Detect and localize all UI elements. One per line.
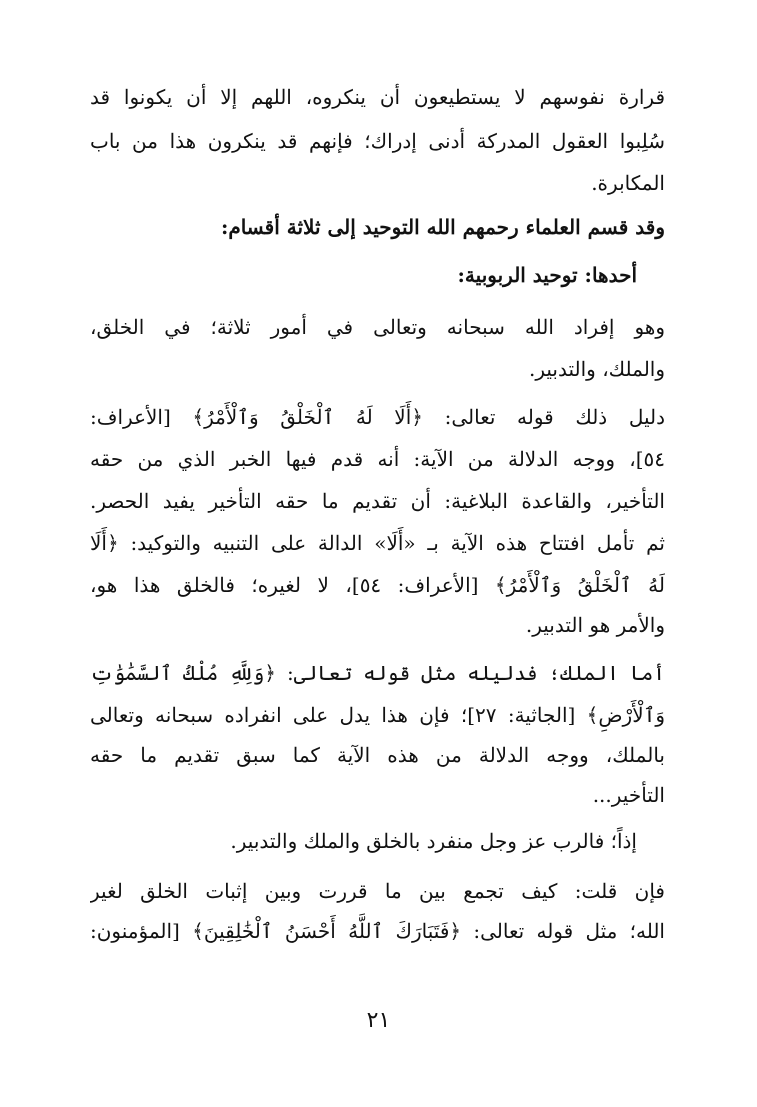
paragraph-line: والأمر هو التدبير. — [525, 613, 665, 637]
paragraph-line: بالملك، ووجه الدلالة من هذه الآية كما سبق تقديم ما حقه — [90, 743, 665, 767]
paragraph-line: وهو إفراد الله سبحانه وتعالى في أمور ثلاثة؛ في الخلق، — [90, 315, 665, 339]
paragraph-line: ٥٤]، ووجه الدلالة من الآية: أنه قدم فيها الخبر الذي من حقه — [90, 447, 665, 471]
paragraph-line: لَهُ ٱلْخَلْقُ وَٱلْأَمْرُ﴾ [الأعراف: ٥٤]، لا لغيره؛ فالخلق هذا هو، — [90, 573, 665, 597]
section-heading: وقد قسم العلماء رحمهم الله التوحيد إلى ثلاثة أقسام: — [220, 215, 665, 239]
paragraph-line: إذاً؛ فالرب عز وجل منفرد بالخلق والملك والتدبير. — [230, 829, 637, 853]
subsection-heading: أحدها: توحيد الربوبية: — [457, 263, 637, 287]
paragraph-line: والملك، والتدبير. — [529, 357, 665, 381]
paragraph-line: دليل ذلك قوله تعالى: ﴿أَلَا لَهُ ٱلْخَلْقُ وَٱلْأَمْرُ﴾ [الأعراف: — [90, 405, 665, 429]
paragraph-line: التأخير، والقاعدة البلاغية: أن تقديم ما حقه التأخير يفيد الحصر. — [90, 489, 665, 513]
paragraph-line: فإن قلت: كيف تجمع بين ما قررت وبين إثبات الخلق لغير — [90, 879, 665, 903]
paragraph-line: سُلِبوا العقول المدركة أدنى إدراك؛ فإنهم قد ينكرون هذا من باب — [90, 129, 665, 153]
paragraph-line: قرارة نفوسهم لا يستطيعون أن ينكروه، اللهم إلا أن يكونوا قد — [90, 85, 665, 109]
page-number: ٢١ — [366, 1008, 391, 1033]
paragraph-line: ثم تأمل افتتاح هذه الآية بـ «أَلَا» الدالة على التنبيه والتوكيد: ﴿أَلَا — [90, 531, 665, 555]
paragraph-line: التأخير... — [592, 783, 665, 807]
paragraph-line: المكابرة. — [591, 171, 665, 195]
paragraph-line: أما الملك؛ فدليله مثل قوله تعالى: ﴿وَلِلَّهِ مُلْكُ ٱلسَّمَٰوَٰتِ — [90, 661, 665, 685]
paragraph-line: الله؛ مثل قوله تعالى: ﴿فَتَبَارَكَ ٱللَّهُ أَحْسَنُ ٱلْخَٰلِقِينَ﴾ [المؤمنون: — [90, 919, 665, 943]
paragraph-line: وَٱلْأَرْضِ﴾ [الجاثية: ٢٧]؛ فإن هذا يدل على انفراده سبحانه وتعالى — [90, 703, 665, 727]
